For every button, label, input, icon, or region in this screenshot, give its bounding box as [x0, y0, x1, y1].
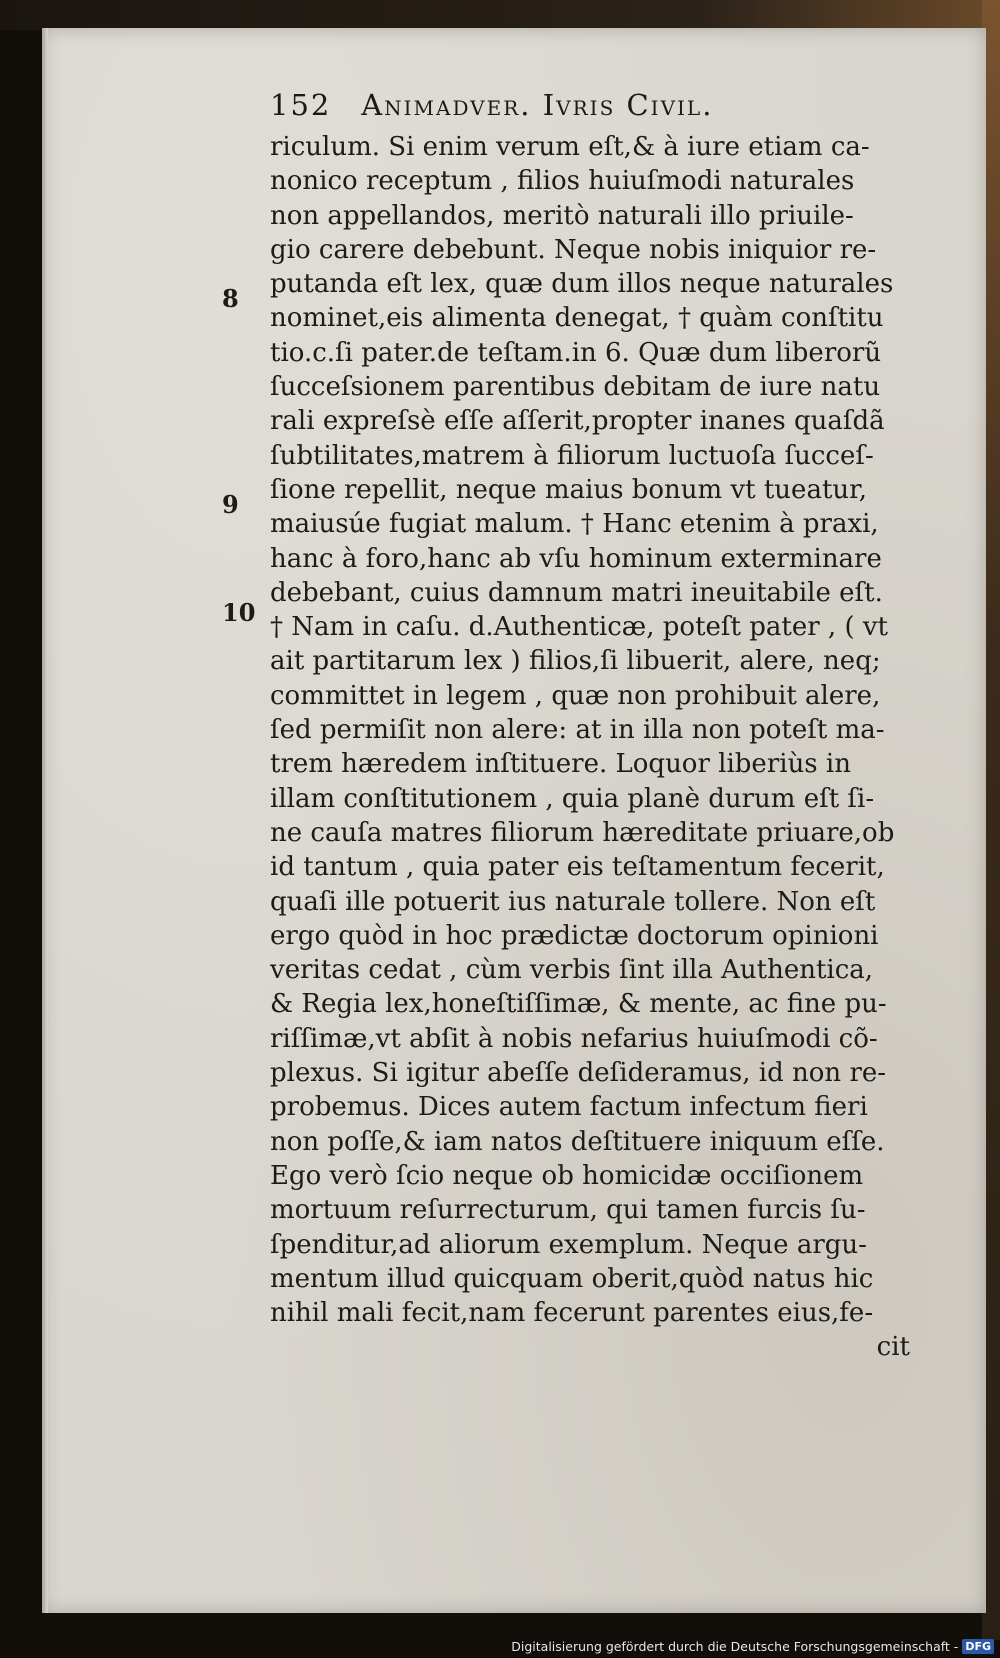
footer-text: Digitalisierung gefördert durch die Deutsche Forschungsgemeinschaft -: [511, 1638, 959, 1654]
text-line: maiusúe fugiat malum. † Hanc etenim à praxi,: [270, 509, 879, 540]
text-line: & Regia lex,honeſtiſſimæ, & mente, ac fine pu-: [270, 989, 887, 1020]
text-line: non appellandos, meritò naturali illo priuile-: [270, 200, 854, 231]
text-line: putanda eſt lex, quæ dum illos neque naturales: [270, 269, 894, 300]
text-line: mortuum reſurrecturum, qui tamen furcis ſu-: [270, 1195, 866, 1226]
text-line: † Nam in caſu. d.Authenticæ, poteſt pater , ( vt: [270, 612, 888, 643]
text-line: rali expreſsè eſſe aſſerit,propter inanes quaſdã: [270, 406, 885, 437]
text-line: illam conſtitutionem , quia planè durum eſt ſi-: [270, 783, 875, 814]
text-line: tio.c.ſi pater.de teſtam.in 6. Quæ dum liberorũ: [270, 337, 882, 368]
text-line: quaſi ille potuerit ius naturale tollere. Non eſt: [270, 886, 876, 917]
text-line: ſed permiſit non alere: at in illa non poteſt ma-: [270, 715, 885, 746]
text-line: ergo quòd in hoc prædictæ doctorum opinioni: [270, 920, 879, 951]
text-line: riſſimæ,vt abſit à nobis nefarius huiuſmodi cõ-: [270, 1023, 878, 1054]
text-line: gio carere debebunt. Neque nobis iniquior re-: [270, 234, 877, 265]
text-line: nominet,eis alimenta denegat, † quàm conſtitu: [270, 303, 884, 334]
text-line: ſucceſsionem parentibus debitam de iure natu: [270, 372, 881, 403]
digitization-footer: [511, 1636, 994, 1656]
text-line: mentum illud quicquam oberit,quòd natus hic: [270, 1263, 874, 1294]
page-edge: [42, 28, 48, 1613]
text-line: ſubtilitates,matrem à filiorum luctuoſa ſucceſ-: [270, 440, 874, 471]
page-number: 152: [270, 88, 332, 122]
dfg-logo: DFG: [962, 1639, 994, 1654]
margin-number-9: 9: [222, 490, 239, 519]
text-line: plexus. Si igitur abeſſe deſideramus, id non re-: [270, 1058, 887, 1089]
text-line: non poſſe,& iam natos deſtituere iniquum eſſe.: [270, 1126, 885, 1157]
margin-number-8: 8: [222, 284, 239, 313]
text-line: Ego verò ſcio neque ob homicidæ occiſionem: [270, 1160, 864, 1191]
text-line: veritas cedat , cùm verbis ſint illa Authentica,: [270, 955, 874, 986]
text-line: ait partitarum lex ) filios,ſi libuerit, alere, neq;: [270, 646, 881, 677]
text-line: riculum. Si enim verum eſt,& à iure etiam ca-: [270, 132, 870, 162]
margin-number-10: 10: [222, 598, 256, 627]
text-line: hanc à foro,hanc ab vſu hominum exterminare: [270, 543, 882, 574]
text-line: ſpenditur,ad aliorum exemplum. Neque argu-: [270, 1229, 867, 1260]
text-line: trem hæredem inſtituere. Loquor liberiùs in: [270, 749, 851, 780]
text-line: nihil mali fecit,nam fecerunt parentes eius,fe-: [270, 1298, 874, 1329]
running-head: [270, 88, 920, 132]
text-line: id tantum , quia pater eis teſtamentum fecerit,: [270, 852, 885, 883]
body-text: [270, 130, 920, 1365]
scan-background-top: [0, 0, 1000, 30]
text-line: probemus. Dices autem factum infectum fieri: [270, 1092, 868, 1123]
running-head-title: Animadver. Ivris Civil.: [361, 88, 714, 122]
text-line: nonico receptum , filios huiuſmodi naturales: [270, 166, 855, 197]
text-line: ſione repellit, neque maius bonum vt tueatur,: [270, 474, 867, 505]
text-line: committet in legem , quæ non prohibuit alere,: [270, 680, 881, 711]
text-line: cit: [876, 1332, 910, 1363]
text-line: ne cauſa matres filiorum hæreditate priuare,ob: [270, 817, 895, 848]
text-line: debebant, cuius damnum matri ineuitabile eſt.: [270, 577, 883, 608]
